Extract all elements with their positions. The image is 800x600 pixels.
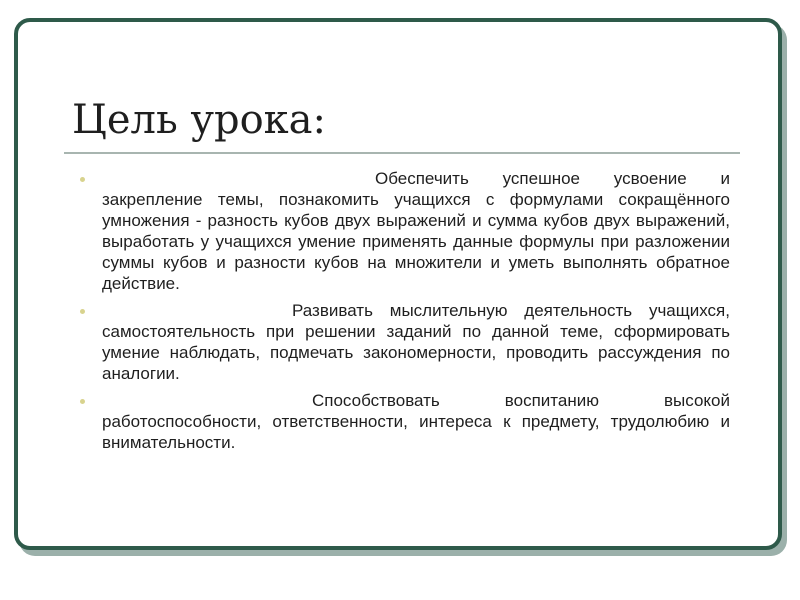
title-divider bbox=[64, 152, 740, 154]
bullet-text-3: Способствовать воспитанию высокой работоспособности, ответственности, интереса к предмету, трудолюбию и внимательности. bbox=[102, 391, 730, 452]
bullet-item-3 bbox=[80, 390, 730, 453]
bullet-dot-icon bbox=[80, 309, 85, 314]
slide-title: Цель урока: bbox=[72, 97, 327, 143]
bullet-list bbox=[80, 168, 730, 459]
bullet-item-1 bbox=[80, 168, 730, 294]
bullet-item-2 bbox=[80, 300, 730, 384]
bullet-text-2: Развивать мыслительную деятельность учащихся, самостоятельность при решении заданий по данной теме, сформировать умение наблюдать, подмечать закономерности, проводить рассуждения по аналогии. bbox=[102, 301, 730, 383]
bullet-dot-icon bbox=[80, 399, 85, 404]
bullet-text-1: Обеспечить успешное усвоение и закрепление темы, познакомить учащихся с формулами сокращённого умножения - разность кубов двух выражений и сумма кубов двух выражений, выработать у учащихся умение применять данные формулы при разложении суммы кубов и разности кубов на множители и уметь выполнять обратное действие. bbox=[102, 169, 730, 293]
bullet-dot-icon bbox=[80, 177, 85, 182]
